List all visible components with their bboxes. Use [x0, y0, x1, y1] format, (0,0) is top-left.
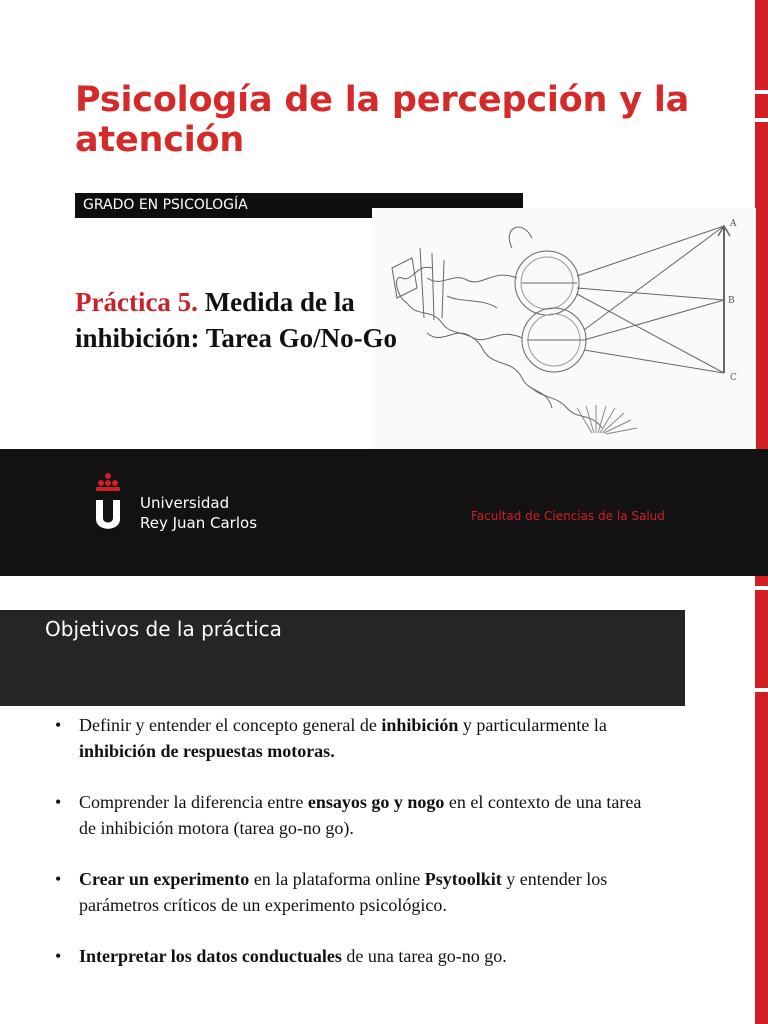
degree-band: GRADO EN PSICOLOGÍA: [75, 193, 523, 218]
university-line2: Rey Juan Carlos: [140, 514, 258, 532]
university-name: [140, 493, 257, 533]
university-line1: Universidad: [140, 494, 230, 512]
bullet-dot-icon: •: [55, 715, 62, 735]
practice-heading: [75, 284, 455, 356]
objectives-slide: [0, 576, 768, 1024]
bullet-dot-icon: •: [55, 869, 62, 889]
practice-title: Medida de la inhibición: Tarea Go/No-Go: [75, 287, 398, 353]
list-item: • Definir y entender el concepto general de inhibición y particularmente la inhibición de respuestas motoras.: [55, 712, 655, 764]
section-title: Objetivos de la práctica: [45, 617, 282, 641]
list-item: • Comprender la diferencia entre ensayos go y nogo en el contexto de una tarea de inhibición motora (tarea go-no go).: [55, 789, 655, 841]
bullet-dot-icon: •: [55, 946, 62, 966]
bullet-dot-icon: •: [55, 792, 62, 812]
list-item: • Crear un experimento en la plataforma online Psytoolkit y entender los parámetros críticos de un experimento psicológico.: [55, 866, 655, 918]
objectives-list: [55, 712, 655, 994]
label-b: B: [728, 296, 735, 306]
practice-number: Práctica 5.: [75, 287, 198, 317]
right-red-bar: [755, 0, 768, 449]
label-c: C: [730, 373, 737, 383]
list-item: • Interpretar los datos conductuales de una tarea go-no go.: [55, 943, 655, 969]
page-title: Psicología de la percepción y la atención: [75, 80, 690, 160]
right-red-bar: [755, 576, 768, 1024]
label-a: A: [730, 219, 737, 229]
faculty-label: Facultad de Ciencias de la Salud: [471, 509, 665, 523]
